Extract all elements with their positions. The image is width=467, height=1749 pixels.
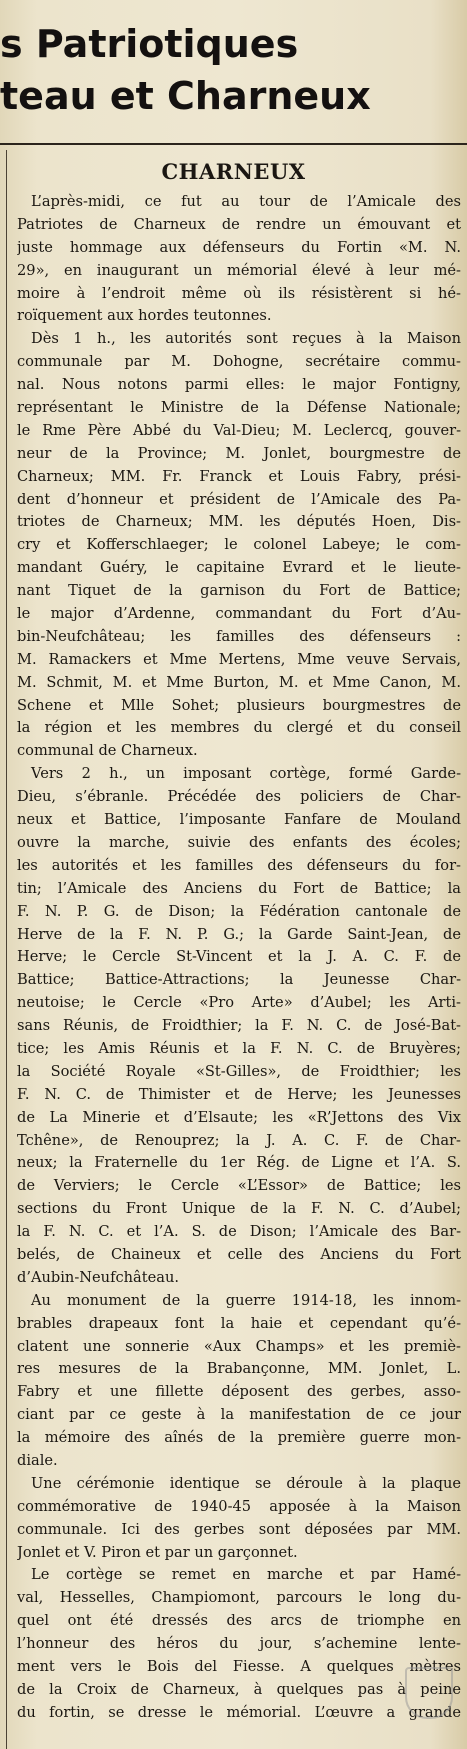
article-body (17, 191, 461, 1725)
article-line: brables drapeaux font la haie et cependant qu’é- (17, 1314, 461, 1332)
article-line: de la Croix de Charneux, à quelques pas à peine (17, 1680, 461, 1698)
article-line: clatent une sonnerie «Aux Champs» et les premiè- (17, 1337, 461, 1355)
article-line: d’Aubin-Neufchâteau. (17, 1268, 179, 1286)
article-line: M. Schmit, M. et Mme Burton, M. et Mme Canon, M. (17, 673, 461, 691)
article-line: dent d’honneur et président de l’Amicale des Pa- (17, 490, 461, 508)
article-line: Battice; Battice-Attractions; la Jeunesse Char- (17, 971, 461, 989)
article-line: Une cérémonie identique se déroule à la plaque (31, 1474, 461, 1492)
archive-watermark (394, 1665, 464, 1745)
article-line: communale. Ici des gerbes sont déposées par MM. (17, 1520, 461, 1538)
article-line: nal. Nous notons parmi elles: le major Fontigny, (17, 376, 461, 394)
article-line: Fabry et une fillette déposent des gerbes, asso- (17, 1383, 461, 1401)
article-line: Jonlet et V. Piron et par un garçonnet. (17, 1543, 298, 1561)
article-line: communale par M. Dohogne, secrétaire commu- (17, 353, 461, 371)
article-line: Herve; le Cercle St-Vincent et la J. A. C. F. de (17, 948, 461, 966)
article-line: tin; l’Amicale des Anciens du Fort de Battice; la (17, 879, 461, 897)
article-line: M. Ramackers et Mme Mertens, Mme veuve Servais, (17, 650, 461, 668)
article-line: la mémoire des aînés de la première guerre mon- (17, 1429, 461, 1447)
headline-rule (0, 143, 467, 145)
article-line: tice; les Amis Réunis et la F. N. C. de Bruyères; (17, 1039, 461, 1057)
article-line: cry et Kofferschlaeger; le colonel Labeye; le com- (17, 536, 461, 554)
article-line: l’honneur des héros du jour, s’achemine lente- (17, 1635, 461, 1653)
article-line: de Verviers; le Cercle «L’Essor» de Battice; les (17, 1177, 461, 1195)
article-line: le major d’Ardenne, commandant du Fort d’Au- (17, 605, 461, 623)
article-line: F. N. C. de Thimister et de Herve; les Jeunesses (17, 1085, 461, 1103)
article-line: roïquement aux hordes teutonnes. (17, 307, 272, 325)
article-line: res mesures de la Brabançonne, MM. Jonlet, L. (17, 1360, 461, 1378)
article-line: communal de Charneux. (17, 742, 198, 760)
article-line: Charneux; MM. Fr. Franck et Louis Fabry, prési- (17, 467, 461, 485)
article-line: ouvre la marche, suivie des enfants des écoles; (17, 833, 461, 851)
headline-line-2: teau et Charneux (0, 74, 371, 118)
headline (0, 18, 467, 122)
article-line: représentant le Ministre de la Défense Nationale; (17, 399, 461, 417)
article-line: diale. (17, 1451, 58, 1469)
article-line: nant Tiquet de la garnison du Fort de Battice; (17, 582, 461, 600)
headline-line-1: s Patriotiques (0, 22, 299, 66)
article-line: sections du Front Unique de la F. N. C. d’Aubel; (17, 1200, 461, 1218)
article-line: F. N. P. G. de Dison; la Fédération cantonale de (17, 902, 461, 920)
shield-icon (405, 1667, 453, 1719)
article-line: mandant Guéry, le capitaine Evrard et le lieute- (17, 559, 461, 577)
article-line: Dès 1 h., les autorités sont reçues à la Maison (31, 330, 461, 348)
article-line: val, Hesselles, Champiomont, parcours le long du- (17, 1589, 461, 1607)
article-line: Vers 2 h., un imposant cortège, formé Garde- (31, 765, 461, 783)
article-line: Patriotes de Charneux de rendre un émouvant et (17, 215, 461, 233)
article-line: 29», en inaugurant un mémorial élevé à leur mé- (17, 261, 461, 279)
section-title: CHARNEUX (161, 159, 306, 184)
article-line: la Société Royale «St-Gilles», de Froidthier; les (17, 1062, 461, 1080)
article-line: sans Réunis, de Froidthier; la F. N. C. de José-Bat- (17, 1017, 461, 1035)
article-line: Tchêne», de Renouprez; la J. A. C. F. de Char- (17, 1131, 461, 1149)
article-line: Herve de la F. N. P. G.; la Garde Saint-Jean, de (17, 925, 461, 943)
article-line: triotes de Charneux; MM. les députés Hoen, Dis- (17, 513, 461, 531)
article-line: commémorative de 1940-45 apposée à la Maison (17, 1497, 461, 1515)
article-line: le Rme Père Abbé du Val-Dieu; M. Leclercq, gouver- (17, 421, 461, 439)
article-line: ment vers le Bois del Fiesse. A quelques mètres (17, 1658, 461, 1675)
article-line: de La Minerie et d’Elsaute; les «R’Jettons des Vix (17, 1108, 461, 1126)
article-line: la région et les membres du clergé et du conseil (17, 719, 461, 737)
article-line: L’après-midi, ce fut au tour de l’Amicale des (31, 193, 461, 210)
article-line: bin-Neufchâteau; les familles des défenseurs : (17, 627, 461, 645)
article-line: Au monument de la guerre 1914-18, les innom- (31, 1291, 461, 1309)
article-line: la F. N. C. et l’A. S. de Dison; l’Amicale des Bar- (17, 1223, 461, 1241)
article-line: juste hommage aux défenseurs du Fortin «M. N. (17, 238, 461, 256)
article-line: Dieu, s’ébranle. Précédée des policiers de Char- (17, 788, 461, 806)
article-line: quel ont été dressés des arcs de triomphe en (17, 1612, 461, 1630)
article-line: les autorités et les familles des défenseurs du for- (17, 856, 461, 874)
article-line: ciant par ce geste à la manifestation de ce jour (17, 1406, 461, 1424)
article-line: neux; la Fraternelle du 1er Rég. de Ligne et l’A. S. (17, 1154, 461, 1172)
article-line: du fortin, se dresse le mémorial. L’œuvre a grande (17, 1703, 461, 1721)
article-line: neux et Battice, l’imposante Fanfare de Mouland (17, 811, 461, 829)
column-rule (6, 150, 7, 1749)
article-line: belés, de Chaineux et celle des Anciens du Fort (17, 1245, 461, 1263)
article-line: moire à l’endroit même où ils résistèrent si hé- (17, 284, 461, 302)
article-line: Schene et Mlle Sohet; plusieurs bourgmestres de (17, 696, 461, 714)
article-line: neur de la Province; M. Jonlet, bourgmestre de (17, 444, 461, 462)
article-line: neutoise; le Cercle «Pro Arte» d’Aubel; les Arti- (17, 994, 461, 1012)
article-line: Le cortège se remet en marche et par Hamé- (31, 1566, 461, 1584)
